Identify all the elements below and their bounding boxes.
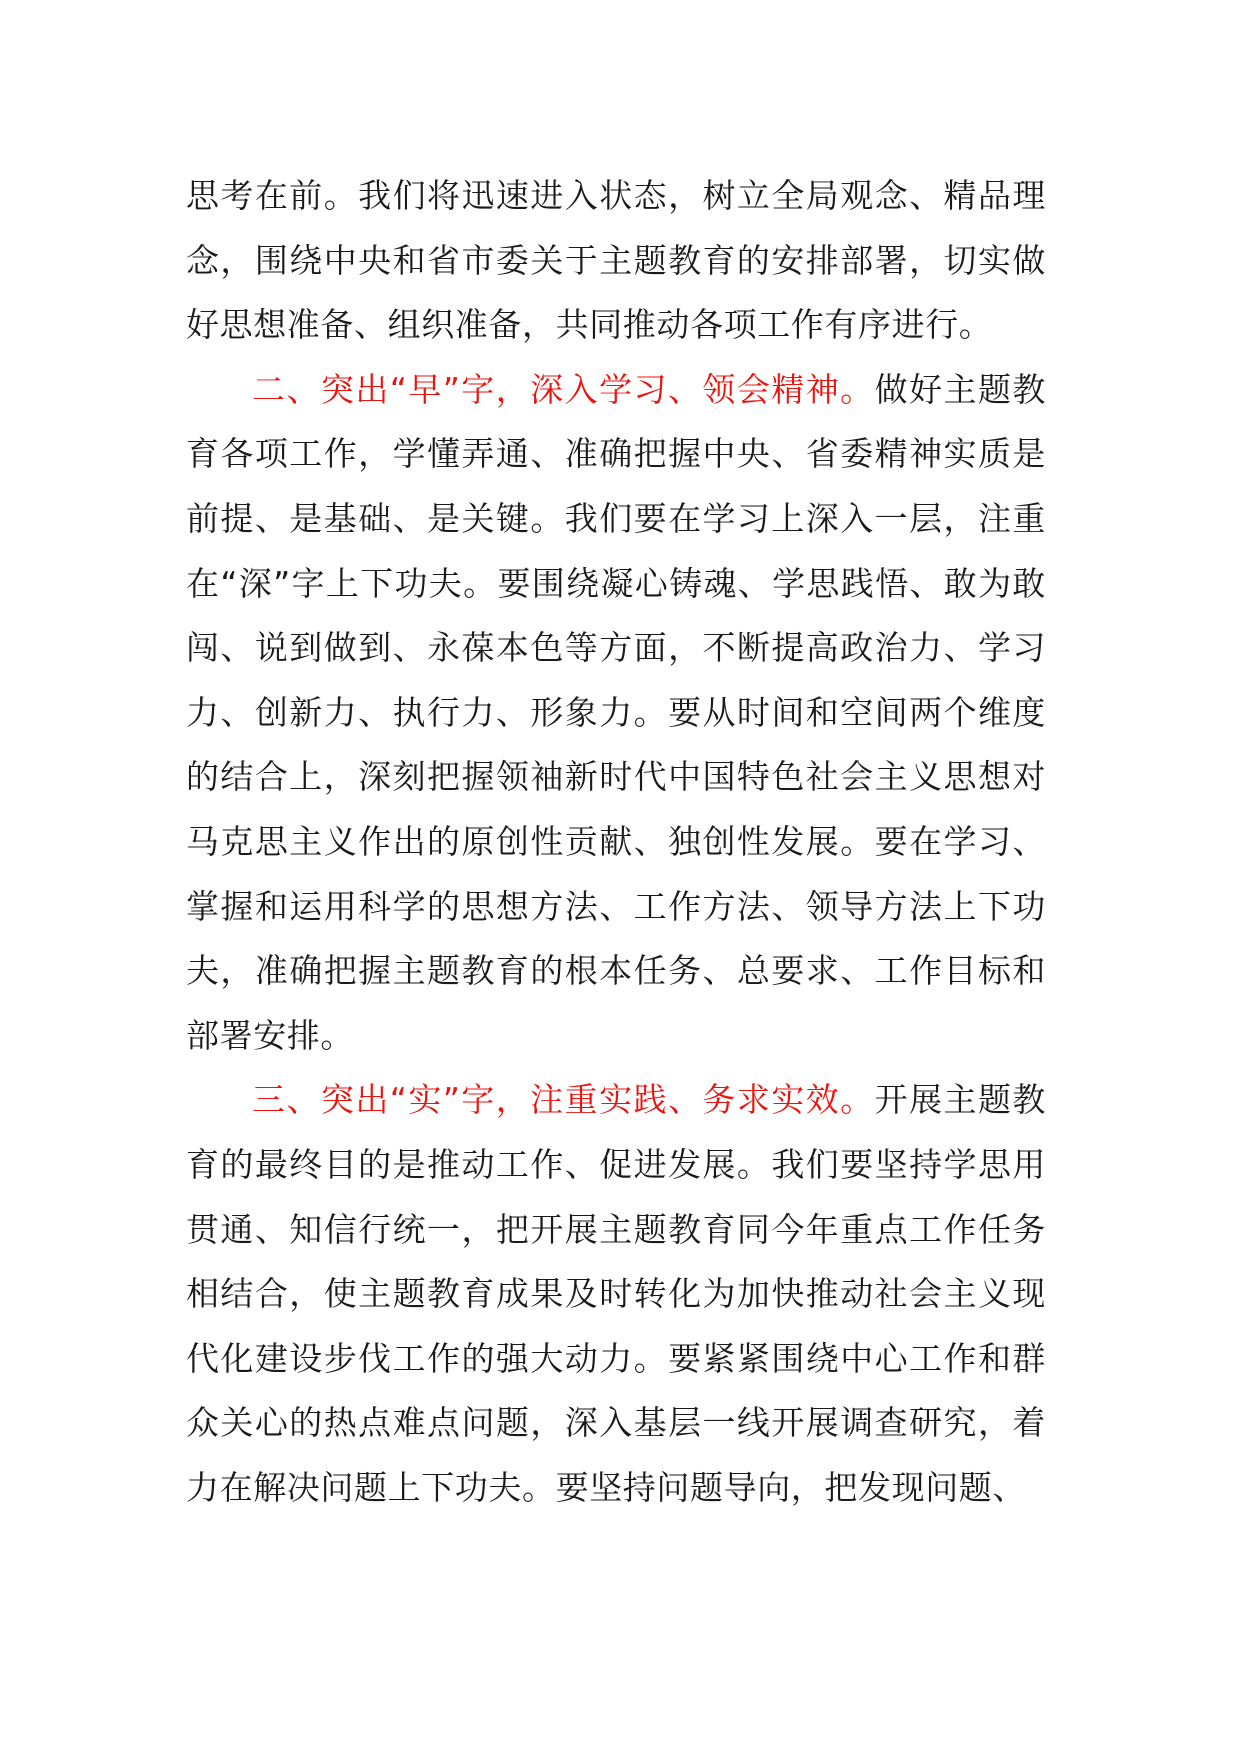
paragraph-2-heading: 二、突出“早”字，深入学习、领会精神。: [252, 369, 875, 409]
document-body: [186, 164, 1046, 1520]
paragraph-2-body: 做好主题教育各项工作，学懂弄通、准确把握中央、省委精神实质是前提、是基础、是关键。我们要在学习上深入一层，注重在“深”字上下功夫。要围绕凝心铸魂、学思践悟、敢为敢闯、说到做到、永葆本色等方面，不断提高政治力、学习力、创新力、执行力、形象力。要从时间和空间两个维度的结合上，深刻把握领袖新时代中国特色社会主义思想对马克思主义作出的原创性贡献、独创性发展。要在学习、掌握和运用科学的思想方法、工作方法、领导方法上下功夫，准确把握主题教育的根本任务、总要求、工作目标和部署安排。: [186, 369, 1046, 1055]
paragraph-2: [186, 358, 1046, 1069]
paragraph-3-heading: 三、突出“实”字，注重实践、务求实效。: [252, 1080, 875, 1120]
paragraph-3: [186, 1068, 1046, 1520]
paragraph-3-body: 开展主题教育的最终目的是推动工作、促进发展。我们要坚持学思用贯通、知信行统一，把开展主题教育同今年重点工作任务相结合，使主题教育成果及时转化为加快推动社会主义现代化建设步伐工作的强大动力。要紧紧围绕中心工作和群众关心的热点难点问题，深入基层一线开展调查研究，着力在解决问题上下功夫。要坚持问题导向，把发现问题、: [186, 1080, 1046, 1507]
paragraph-1-body: 思考在前。我们将迅速进入状态，树立全局观念、精品理念，围绕中央和省市委关于主题教育的安排部署，切实做好思想准备、组织准备，共同推动各项工作有序进行。: [186, 176, 1046, 345]
paragraph-1: [186, 164, 1046, 358]
